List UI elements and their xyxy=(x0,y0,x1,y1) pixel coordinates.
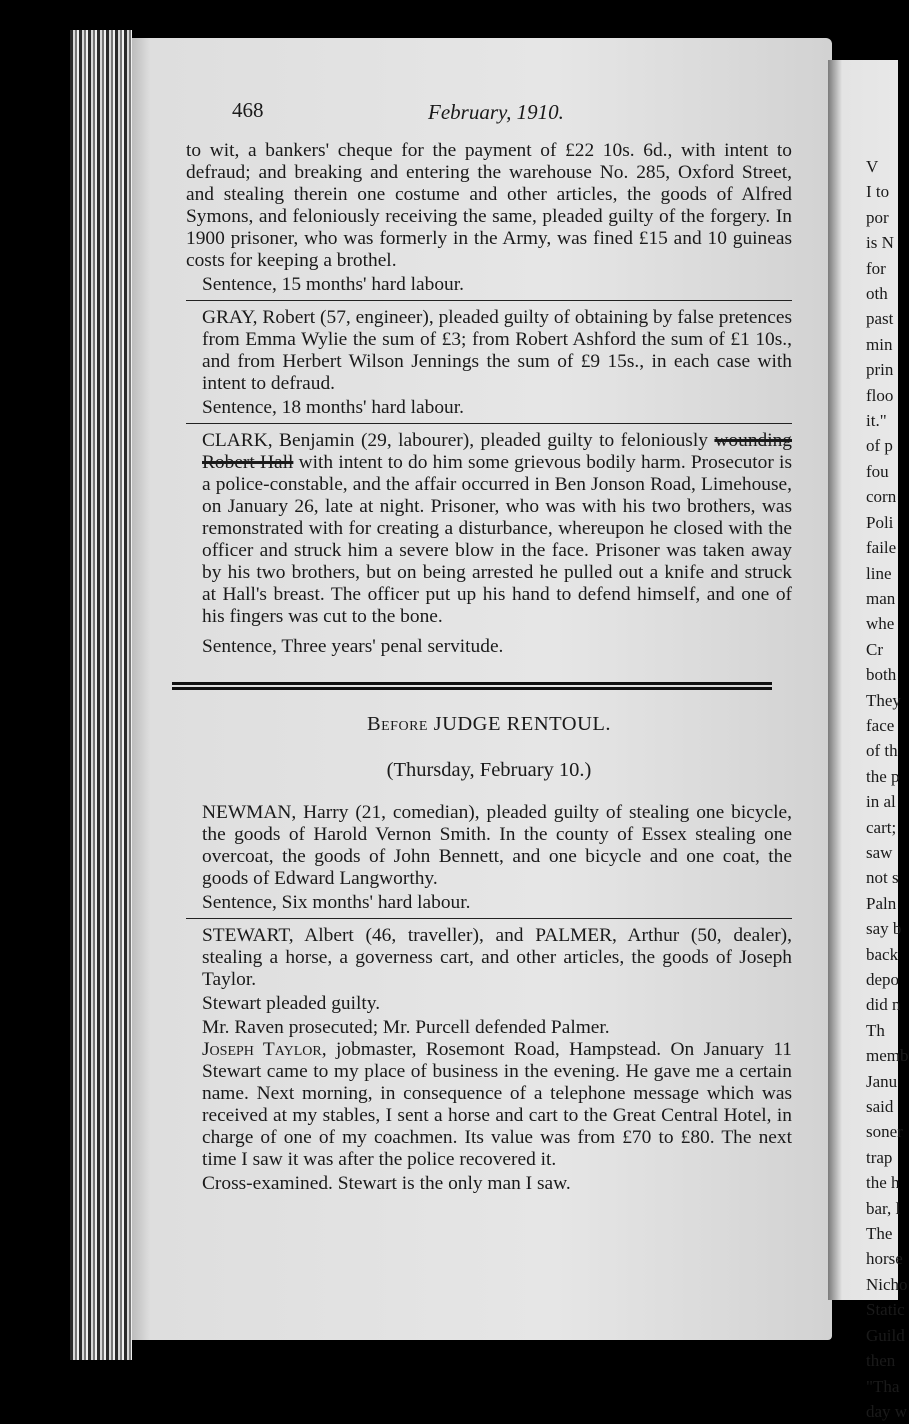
defendant-name: CLARK, Benjamin xyxy=(202,430,355,451)
running-title: February, 1910. xyxy=(428,100,564,124)
facing-page-line: Th xyxy=(866,1020,885,1040)
facing-page-line: min xyxy=(866,334,893,354)
facing-page-line: say b xyxy=(866,919,902,939)
cross-examination: Cross-examined. Stewart is the only man I saw. xyxy=(202,1173,571,1194)
facing-page-line: faile xyxy=(866,538,897,558)
facing-page-line: trap xyxy=(866,1147,893,1167)
facing-page-line: man xyxy=(866,588,896,608)
book-spine xyxy=(70,30,132,1360)
facing-page-line: for xyxy=(866,258,886,278)
entry-newman: NEWMAN, Harry (21, comedian), pleaded guilty of stealing one bicycle, the goods of Harold Vernon Smith. In the county of Essex stealing one overcoat, the goods of John Bennett, and one bicycle and one coat, the goods of Edward Langworthy. xyxy=(202,802,792,889)
facing-page-line: fou xyxy=(866,461,889,481)
plea-line: Stewart pleaded guilty. xyxy=(202,993,381,1014)
facing-page-line: Paln xyxy=(866,893,897,913)
facing-page-line: Janu xyxy=(866,1071,898,1091)
facing-page-line: the p xyxy=(866,766,900,786)
judge-heading: Before JUDGE RENTOUL. xyxy=(366,713,612,735)
witness-name: Joseph Taylor xyxy=(202,1039,322,1060)
facing-page-line: horse xyxy=(866,1249,903,1269)
facing-page-line: whe xyxy=(866,614,895,634)
facing-page-line: The xyxy=(866,1224,893,1244)
facing-page-line: I to xyxy=(866,182,890,202)
entry-gray: GRAY, Robert (57, engineer), pleaded guilty of obtaining by false pretences from Emma Wylie the sum of £3; from Robert Ashford the sum of £1 10s., and from Herbert Wilson Jennings the sum of £9 15s., in each case with intent to defraud. xyxy=(202,307,792,394)
facing-page-line: past xyxy=(866,309,894,329)
facing-page-line: the h xyxy=(866,1173,900,1193)
facing-page-line: Cr xyxy=(866,639,883,659)
witness-testimony: Joseph Taylor, jobmaster, Rosemont Road, Hampstead. On January 11 Stewart came to my place of business in the evening. He gave me a certain name. Next morning, in consequence of a telephone message which was received at my stables, I sent a horse and cart to the Great Central Hotel, in charge of one of my coachmen. Its value was from £70 to £80. The next time I saw it was after the police recovered it. xyxy=(202,1039,792,1170)
facing-page-line: cart; xyxy=(866,817,897,837)
divider xyxy=(186,918,792,919)
facing-page-line: Guild xyxy=(866,1325,905,1345)
facing-page-line: did n xyxy=(866,995,901,1015)
defendant-name: PALMER, Arthur xyxy=(535,925,680,946)
section-double-rule xyxy=(172,682,772,690)
facing-page-line: They xyxy=(866,690,901,710)
facing-page-line: it." xyxy=(866,411,887,431)
facing-page-line: memb xyxy=(866,1046,909,1066)
defendant-name: STEWART, Albert xyxy=(202,925,354,946)
facing-page-line: por xyxy=(866,207,889,227)
facing-page-line: depo xyxy=(866,970,900,989)
sentence-line: Sentence, Six months' hard labour. xyxy=(202,892,471,913)
facing-page-line: face xyxy=(866,715,895,735)
page-header xyxy=(232,98,792,128)
entry-stewart-palmer: STEWART, Albert (46, traveller), and PALMER, Arthur (50, dealer), stealing a horse, a governess cart, and other articles, the goods of Joseph Taylor. xyxy=(202,925,792,990)
facing-page-line: oth xyxy=(866,284,888,304)
facing-page-line: back xyxy=(866,944,899,964)
facing-page-line: Nicho xyxy=(866,1274,908,1294)
defendant-name: GRAY, Robert xyxy=(202,307,316,328)
facing-page-line: prin xyxy=(866,360,894,380)
sentence-line: Sentence, 18 months' hard labour. xyxy=(202,397,464,418)
sentence-line: Sentence, 15 months' hard labour. xyxy=(202,274,464,295)
facing-page-line: is N xyxy=(866,233,894,253)
divider xyxy=(186,423,792,424)
continued-entry: to wit, a bankers' cheque for the payment of £22 10s. 6d., with intent to defraud; and breaking and entering the warehouse No. 285, Oxford Street, and stealing therein one costume and other articles, the goods of Alfred Symons, and feloniously receiving the same, pleaded guilty of the forgery. In 1900 prisoner, who was formerly in the Army, was fined £15 and 10 guineas costs for keeping a brothel. xyxy=(186,140,792,271)
facing-page-line: floo xyxy=(866,385,894,405)
facing-page-line: bar, l xyxy=(866,1198,901,1218)
facing-page-line: V xyxy=(866,157,879,176)
page-body xyxy=(186,140,792,1195)
facing-page-line: saw xyxy=(866,842,893,862)
facing-page-line: said xyxy=(866,1097,894,1117)
facing-page-line: soner xyxy=(866,1122,903,1142)
facing-page-edge xyxy=(828,60,909,1421)
facing-page-line: Poli xyxy=(866,512,894,532)
struck-through-text: wounding Robert Hall xyxy=(202,430,792,473)
sentence-line: Sentence, Three years' penal servitude. xyxy=(202,636,504,657)
facing-page-line: then xyxy=(866,1351,896,1371)
facing-page-line: day w xyxy=(866,1401,908,1421)
facing-page-line: in al xyxy=(866,792,896,812)
facing-page-line: not s xyxy=(866,868,899,888)
counsel-line: Mr. Raven prosecuted; Mr. Purcell defended Palmer. xyxy=(202,1017,610,1038)
page-number: 468 xyxy=(232,98,264,122)
facing-page-line: both xyxy=(866,665,897,685)
defendant-name: NEWMAN, Harry xyxy=(202,802,349,823)
facing-page-line: of p xyxy=(866,436,893,456)
facing-page-line: corn xyxy=(866,487,897,507)
facing-page-line: "Tha xyxy=(866,1376,900,1396)
facing-page-line: line xyxy=(866,563,892,583)
entry-clark: CLARK, Benjamin (29, labourer), pleaded guilty to feloniously wounding Robert Hall with intent to do him some grievous bodily harm. Prosecutor is a police-constable, and the affair occurred in Ben Jonson Road, Limehouse, on January 26, late at night. Prisoner, who was with his two brothers, was remonstrated with for creating a disturbance, whereupon he closed with the officer and struck him a severe blow in the face. Prisoner was taken away by his two brothers, but on being arrested he pulled out a knife and struck at Hall's breast. The officer put up his hand to defend himself, and one of his fingers was cut to the bone. xyxy=(202,430,792,627)
facing-page-text xyxy=(828,154,909,1424)
divider xyxy=(186,300,792,301)
facing-page-line: of th xyxy=(866,741,898,761)
facing-page-line: Static xyxy=(866,1300,905,1320)
session-date: (Thursday, February 10.) xyxy=(386,759,592,781)
